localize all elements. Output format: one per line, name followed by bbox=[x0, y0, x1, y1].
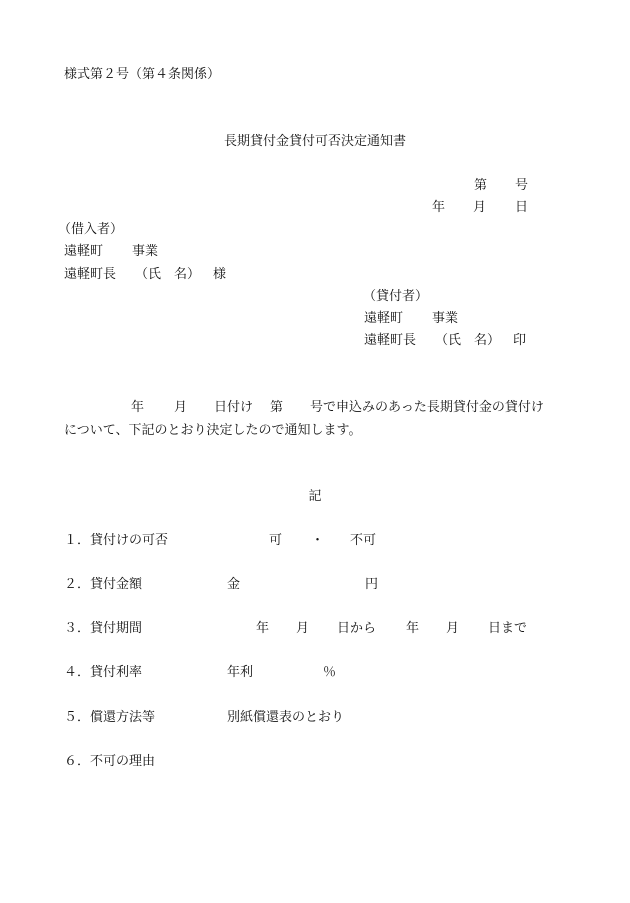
item1-fuka: 不可 bbox=[350, 533, 377, 548]
item3-year-end: 年 bbox=[406, 621, 420, 636]
doc-date-year: 年 bbox=[432, 200, 446, 215]
lender-mayor: 遠軽町長 bbox=[364, 333, 417, 348]
item2-kin: 金 bbox=[227, 577, 241, 592]
lender-business: 事業 bbox=[432, 311, 459, 326]
doc-date-day: 日 bbox=[515, 200, 529, 215]
lender-town: 遠軽町 bbox=[364, 311, 404, 326]
item5-value: 別紙償還表のとおり bbox=[227, 710, 345, 725]
lender-seal: 印 bbox=[513, 333, 527, 348]
lender-heading: （貸付者） bbox=[363, 289, 429, 304]
borrower-honorific: 様 bbox=[213, 267, 227, 282]
borrower-name-placeholder: （氏 名） bbox=[135, 267, 201, 282]
item4-label: ４．貸付利率 bbox=[64, 665, 143, 680]
item6-label: ６．不可の理由 bbox=[64, 754, 156, 769]
document-title: 長期貸付金貸付可否決定通知書 bbox=[223, 134, 406, 149]
item1-ka: 可 bbox=[269, 533, 283, 548]
body-line1-tail: 号で申込みのあった長期貸付金の貸付け bbox=[310, 400, 544, 415]
doc-number-go: 号 bbox=[515, 178, 529, 193]
item3-year-start: 年 bbox=[256, 621, 270, 636]
body-month: 月 bbox=[174, 400, 188, 415]
item4-percent: ％ bbox=[323, 665, 337, 680]
borrower-mayor: 遠軽町長 bbox=[64, 267, 117, 282]
body-year: 年 bbox=[131, 400, 145, 415]
doc-number-dai: 第 bbox=[474, 178, 488, 193]
item3-month-start: 月 bbox=[296, 621, 310, 636]
lender-name-placeholder: （氏 名） bbox=[435, 333, 501, 348]
ki-heading: 記 bbox=[308, 489, 322, 504]
borrower-business: 事業 bbox=[132, 244, 159, 259]
form-label: 様式第２号（第４条関係） bbox=[64, 67, 221, 82]
item2-en: 円 bbox=[365, 577, 379, 592]
item4-nenri: 年利 bbox=[227, 665, 254, 680]
item3-day-until: 日まで bbox=[488, 621, 528, 636]
body-line2: について、下記のとおり決定したので通知します。 bbox=[64, 423, 362, 438]
item5-label: ５．償還方法等 bbox=[64, 710, 156, 725]
borrower-heading: （借入者） bbox=[58, 222, 124, 237]
borrower-town: 遠軽町 bbox=[64, 244, 104, 259]
body-dai: 第 bbox=[270, 400, 284, 415]
item3-label: ３．貸付期間 bbox=[64, 621, 143, 636]
doc-date-month: 月 bbox=[473, 200, 487, 215]
body-day-dated: 日付け bbox=[214, 400, 254, 415]
item3-month-end: 月 bbox=[446, 621, 460, 636]
item3-day-from: 日から bbox=[337, 621, 377, 636]
item1-dot: ・ bbox=[311, 533, 325, 548]
item2-label: ２．貸付金額 bbox=[64, 577, 143, 592]
item1-label: １．貸付けの可否 bbox=[64, 533, 169, 548]
